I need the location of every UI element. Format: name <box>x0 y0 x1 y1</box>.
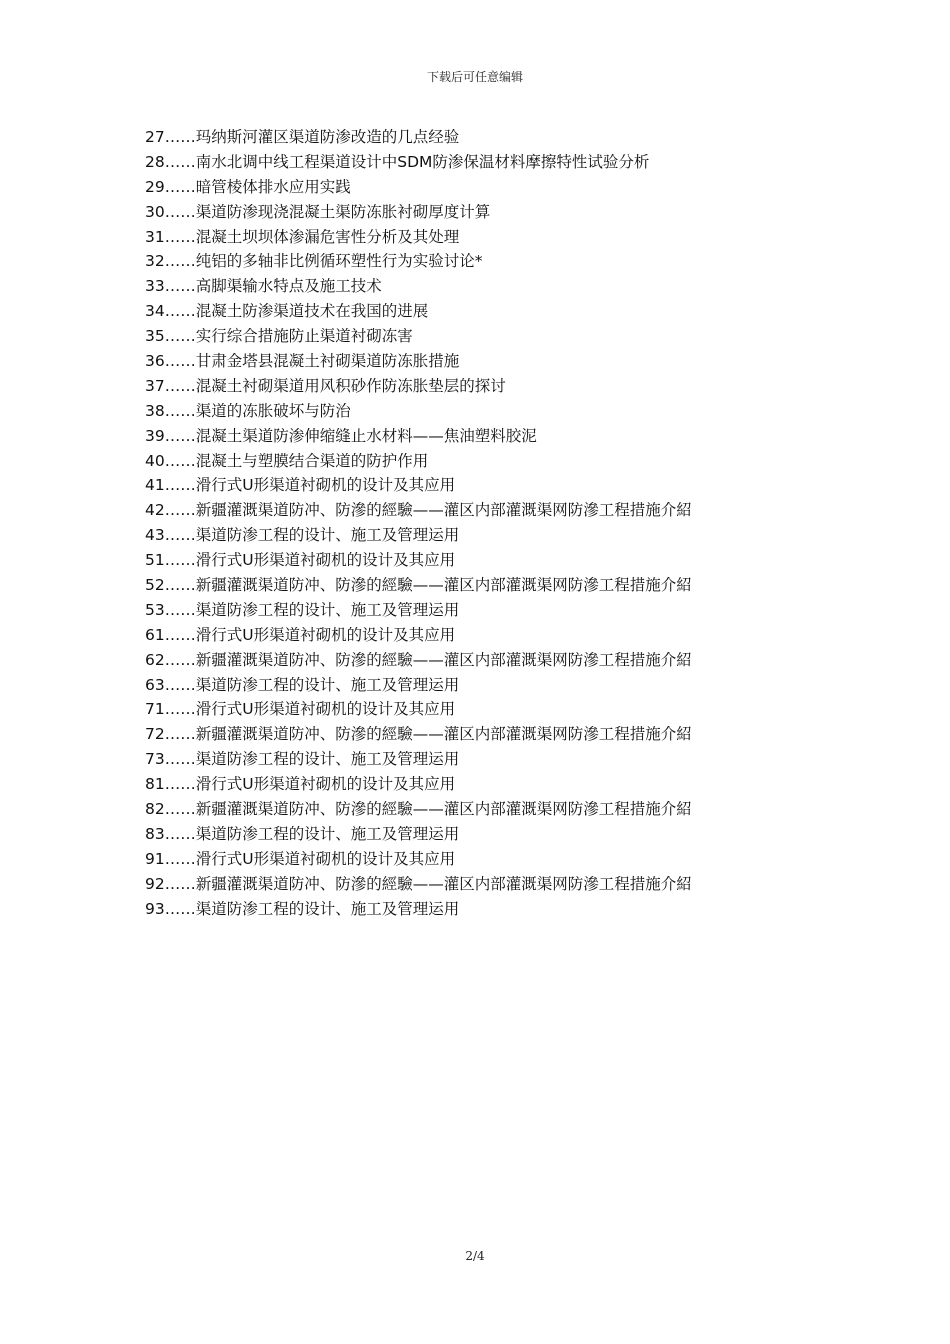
toc-item: 30……渠道防渗现浇混凝土渠防冻胀衬砌厚度计算 <box>145 202 491 221</box>
toc-item: 61……滑行式U形渠道衬砌机的设计及其应用 <box>145 625 456 644</box>
toc-item: 63……渠道防渗工程的设计、施工及管理运用 <box>145 675 460 694</box>
toc-item: 52……新疆灌溉渠道防冲、防滲的經驗——灌区内部灌溉渠网防滲工程措施介紹 <box>145 576 692 595</box>
toc-item: 81……滑行式U形渠道衬砌机的设计及其应用 <box>145 775 456 794</box>
toc-item: 32……纯铝的多轴非比例循环塑性行为实验讨论* <box>145 252 483 271</box>
toc-item: 51……滑行式U形渠道衬砌机的设计及其应用 <box>145 551 456 570</box>
toc-item: 93……渠道防渗工程的设计、施工及管理运用 <box>145 899 460 918</box>
page-header: 下载后可任意编辑 <box>426 70 523 84</box>
toc-item: 53……渠道防渗工程的设计、施工及管理运用 <box>145 600 460 619</box>
toc-item: 31……混凝土坝坝体渗漏危害性分析及其处理 <box>145 227 460 246</box>
toc-list <box>145 125 925 922</box>
toc-item: 43……渠道防渗工程的设计、施工及管理运用 <box>145 526 460 545</box>
toc-item: 71……滑行式U形渠道衬砌机的设计及其应用 <box>145 700 456 719</box>
toc-item: 37……混凝土衬砌渠道用风积砂作防冻胀垫层的探讨 <box>145 376 506 395</box>
page-number: 2/4 <box>465 1249 485 1263</box>
toc-item: 40……混凝土与塑膜结合渠道的防护作用 <box>145 451 429 470</box>
toc-item: 41……滑行式U形渠道衬砌机的设计及其应用 <box>145 476 456 495</box>
toc-item: 34……混凝土防渗渠道技术在我国的进展 <box>145 302 429 321</box>
toc-item: 38……渠道的冻胀破坏与防治 <box>145 401 351 420</box>
toc-item: 91……滑行式U形渠道衬砌机的设计及其应用 <box>145 849 456 868</box>
toc-item: 73……渠道防渗工程的设计、施工及管理运用 <box>145 750 460 769</box>
toc-item: 27……玛纳斯河灌区渠道防渗改造的几点经验 <box>145 128 460 146</box>
toc-item: 42……新疆灌溉渠道防冲、防滲的經驗——灌区内部灌溉渠网防滲工程措施介紹 <box>145 501 692 520</box>
toc-item: 83……渠道防渗工程的设计、施工及管理运用 <box>145 824 460 843</box>
toc-item: 82……新疆灌溉渠道防冲、防滲的經驗——灌区内部灌溉渠网防滲工程措施介紹 <box>145 800 692 819</box>
toc-item: 28……南水北调中线工程渠道设计中SDM防渗保温材料摩擦特性试验分析 <box>145 152 650 171</box>
toc-item: 33……高脚渠输水特点及施工技术 <box>145 277 382 296</box>
toc-item: 36……甘肃金塔县混凝土衬砌渠道防冻胀措施 <box>145 352 460 371</box>
toc-item: 62……新疆灌溉渠道防冲、防滲的經驗——灌区内部灌溉渠网防滲工程措施介紹 <box>145 650 692 669</box>
toc-item: 92……新疆灌溉渠道防冲、防滲的經驗——灌区内部灌溉渠网防滲工程措施介紹 <box>145 874 692 893</box>
toc-item: 72……新疆灌溉渠道防冲、防滲的經驗——灌区内部灌溉渠网防滲工程措施介紹 <box>145 725 692 744</box>
toc-item: 29……暗管棱体排水应用实践 <box>145 177 351 196</box>
toc-item: 39……混凝土渠道防渗伸缩缝止水材料——焦油塑料胶泥 <box>145 426 537 445</box>
toc-item: 35……实行综合措施防止渠道衬砌冻害 <box>145 327 413 346</box>
